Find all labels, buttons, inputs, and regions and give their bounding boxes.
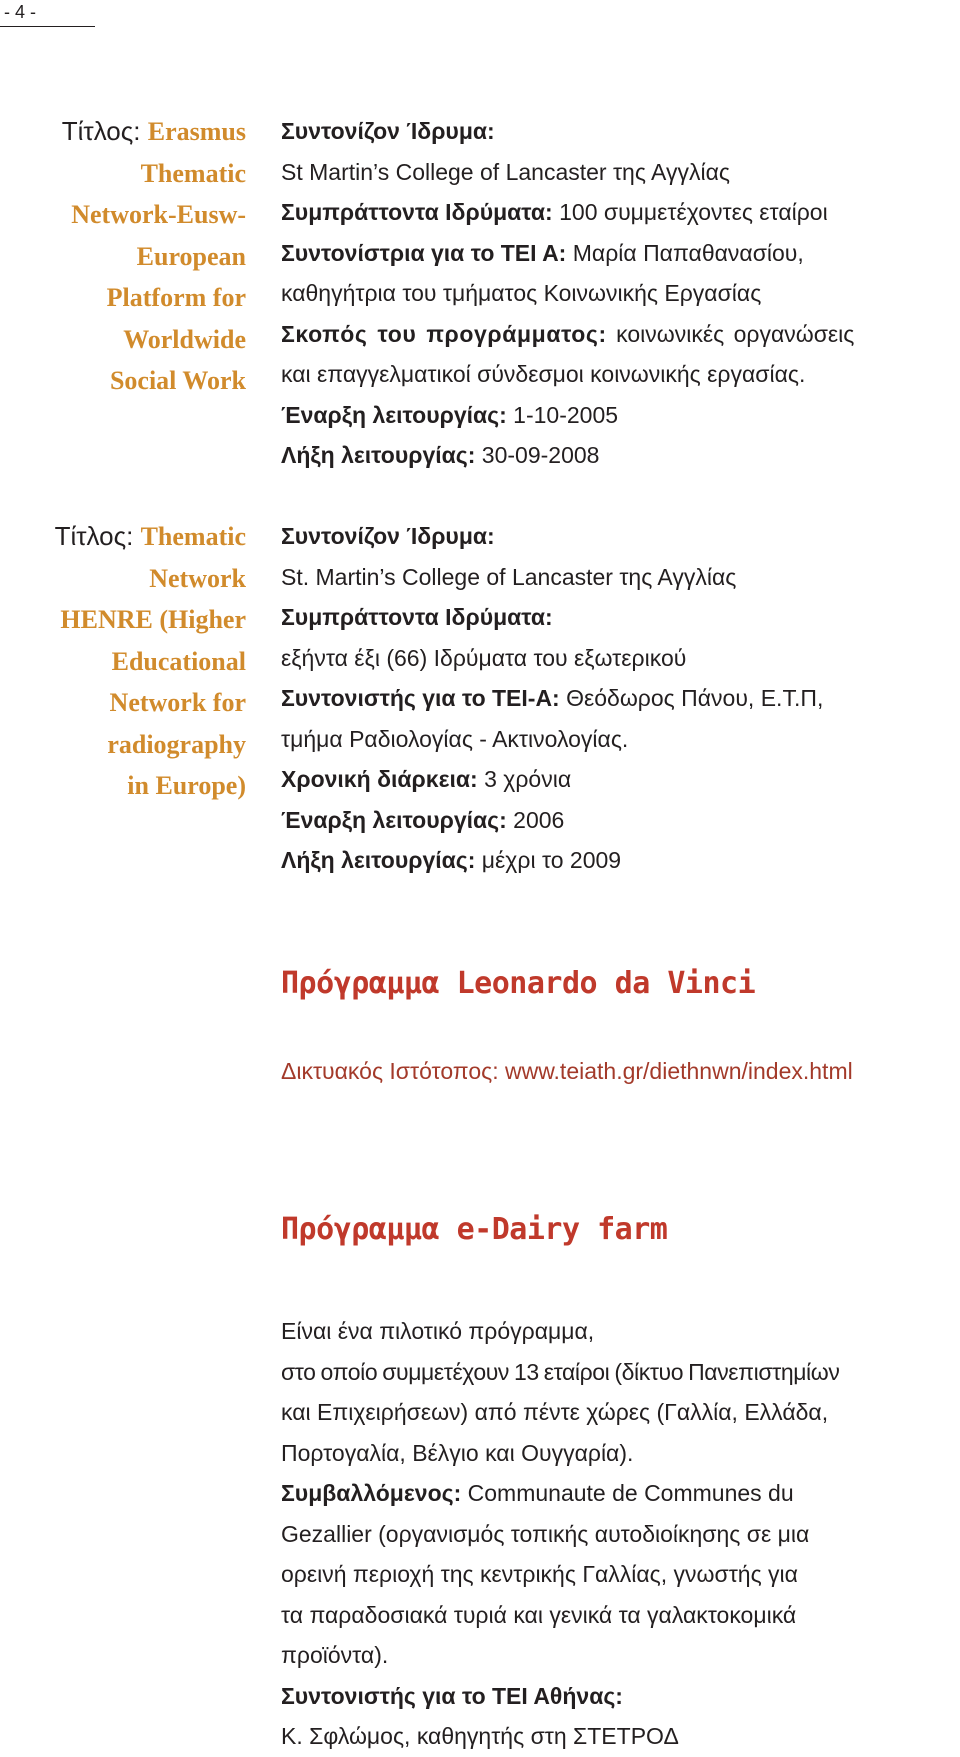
page-number: - 4 - bbox=[4, 2, 37, 22]
detail-value: 30-09-2008 bbox=[475, 442, 600, 468]
detail-line bbox=[281, 638, 960, 679]
paragraph-label: Συντονιστής για το ΤΕΙ Αθήνας: bbox=[281, 1682, 623, 1709]
detail-value: 1-10-2005 bbox=[506, 401, 619, 428]
paragraph-text: Πορτογαλία, Βέλγιο και Ουγγαρία). bbox=[281, 1439, 634, 1466]
detail-label: Λήξη λειτουργίας: bbox=[281, 847, 476, 873]
paragraph-line bbox=[281, 1716, 960, 1757]
detail-value: St. Martin’s College of Lancaster της Αγγλίας bbox=[281, 563, 737, 590]
paragraph-text: Είναι ένα πιλοτικό πρόγραμμα, bbox=[281, 1318, 595, 1344]
detail-line bbox=[281, 273, 960, 314]
detail-line bbox=[281, 678, 960, 719]
detail-label: Χρονική διάρκεια: bbox=[281, 766, 478, 792]
entry-details bbox=[281, 516, 960, 881]
detail-line bbox=[281, 192, 960, 233]
paragraph-text: Communaute de Communes du bbox=[461, 1480, 794, 1506]
title-prefix: Τίτλος: bbox=[61, 116, 148, 146]
paragraph-line bbox=[281, 1676, 960, 1717]
paragraph-label: Συμβαλλόμενος: bbox=[281, 1480, 462, 1506]
detail-label: Συντονίζον Ίδρυμα: bbox=[281, 523, 495, 549]
entry-title bbox=[0, 111, 246, 402]
paragraph-line bbox=[281, 1433, 960, 1474]
detail-line bbox=[281, 759, 960, 800]
detail-line bbox=[281, 557, 960, 598]
paragraph-line bbox=[281, 1311, 960, 1352]
detail-line bbox=[281, 152, 960, 193]
detail-value: εξήντα έξι (66) Ιδρύματα του εξωτερικού bbox=[281, 644, 687, 671]
detail-label: Συντονίστρια για το ΤΕΙ Α: bbox=[281, 239, 567, 266]
title-line: Network-Eusw- bbox=[71, 200, 246, 229]
detail-value: 3 χρόνια bbox=[477, 766, 572, 792]
title-line: Social Work bbox=[109, 366, 246, 395]
entry-title bbox=[0, 516, 246, 807]
title-line: Platform for bbox=[106, 283, 246, 312]
title-line: Educational bbox=[111, 646, 246, 676]
detail-label: Συμπράττοντα Ιδρύματα: bbox=[281, 604, 553, 630]
paragraph-line bbox=[281, 1595, 960, 1636]
detail-value: κοινωνικές οργανώσεις bbox=[606, 320, 855, 347]
detail-line bbox=[281, 233, 960, 274]
detail-value: St Martin’s College of Lancaster της Αγγλίας bbox=[281, 158, 730, 185]
detail-line bbox=[281, 354, 960, 395]
detail-value: 100 συμμετέχοντες εταίροι bbox=[552, 199, 828, 225]
title-line: Thematic bbox=[140, 158, 246, 188]
title-line: Erasmus bbox=[147, 117, 246, 146]
paragraph-line bbox=[281, 1473, 960, 1514]
title-prefix: Τίτλος: bbox=[54, 521, 141, 551]
detail-line bbox=[281, 111, 960, 152]
detail-label: Συντονίζον Ίδρυμα: bbox=[281, 118, 495, 144]
section-heading-leonardo: Πρόγραμμα Leonardo da Vinci bbox=[281, 966, 756, 1001]
program-entry-henre bbox=[0, 516, 960, 896]
edairy-description bbox=[281, 1311, 960, 1757]
paragraph-text: Κ. Σφλώμος, καθηγητής στη ΣΤΕΤΡΟΔ bbox=[281, 1723, 679, 1749]
program-entry-eusw bbox=[0, 111, 960, 491]
detail-value: και επαγγελματικοί σύνδεσμοι κοινωνικής εργασίας. bbox=[281, 361, 806, 387]
header-rule bbox=[0, 26, 95, 27]
title-line: radiography bbox=[107, 729, 246, 759]
detail-value: μέχρι το 2009 bbox=[475, 847, 622, 873]
detail-line bbox=[281, 395, 960, 436]
title-line: Network bbox=[149, 563, 246, 593]
detail-line bbox=[281, 516, 960, 557]
detail-label: Συμπράττοντα Ιδρύματα: bbox=[281, 199, 553, 225]
detail-label: Έναρξη λειτουργίας: bbox=[281, 401, 507, 428]
paragraph-text: τα παραδοσιακά τυριά και γενικά τα γαλακτοκομικά bbox=[281, 1601, 797, 1628]
detail-value: Μαρία Παπαθανασίου, bbox=[566, 239, 804, 266]
paragraph-line bbox=[281, 1554, 960, 1595]
detail-value: τμήμα Ραδιολογίας - Ακτινολογίας. bbox=[281, 725, 629, 752]
detail-label: Λήξη λειτουργίας: bbox=[281, 442, 476, 468]
detail-label: Έναρξη λειτουργίας: bbox=[281, 806, 507, 833]
website-link[interactable]: Δικτυακός Ιστότοπος: www.teiath.gr/diethnwn/index.html bbox=[281, 1058, 853, 1084]
detail-line bbox=[281, 314, 960, 355]
paragraph-line bbox=[281, 1392, 960, 1433]
section-heading-edairy: Πρόγραμμα e-Dairy farm bbox=[281, 1212, 668, 1247]
title-line: Thematic bbox=[140, 522, 246, 551]
title-line: European bbox=[136, 241, 246, 271]
title-line: in Europe) bbox=[127, 771, 246, 800]
paragraph-line bbox=[281, 1352, 960, 1393]
detail-line bbox=[281, 719, 960, 760]
title-line: Network for bbox=[109, 688, 246, 717]
detail-label: Συντονιστής για το ΤΕΙ-Α: bbox=[281, 685, 560, 711]
paragraph-text: ορεινή περιοχή της κεντρικής Γαλλίας, γνωστής για bbox=[281, 1561, 798, 1587]
title-line: Worldwide bbox=[123, 324, 246, 354]
paragraph-text: Gezallier (οργανισμός τοπικής αυτοδιοίκησης σε μια bbox=[281, 1520, 810, 1547]
paragraph-text: στο οποίο συμμετέχουν 13 εταίροι (δίκτυο Πανεπιστημίων bbox=[281, 1358, 840, 1385]
paragraph-line bbox=[281, 1635, 960, 1676]
detail-value: Θεόδωρος Πάνου, Ε.Τ.Π, bbox=[559, 685, 824, 711]
detail-value: 2006 bbox=[506, 806, 565, 833]
title-line: HENRE (Higher bbox=[60, 605, 246, 634]
detail-value: καθηγήτρια του τμήματος Κοινωνικής Εργασίας bbox=[281, 280, 762, 306]
detail-line bbox=[281, 840, 960, 881]
paragraph-text: και Επιχειρήσεων) από πέντε χώρες (Γαλλία, Ελλάδα, bbox=[281, 1399, 829, 1425]
detail-label: Σκοπός του προγράμματος: bbox=[281, 320, 607, 347]
entry-details bbox=[281, 111, 960, 476]
detail-line bbox=[281, 597, 960, 638]
paragraph-text: προϊόντα). bbox=[281, 1642, 389, 1668]
detail-line bbox=[281, 800, 960, 841]
detail-line bbox=[281, 435, 960, 476]
paragraph-line bbox=[281, 1514, 960, 1555]
